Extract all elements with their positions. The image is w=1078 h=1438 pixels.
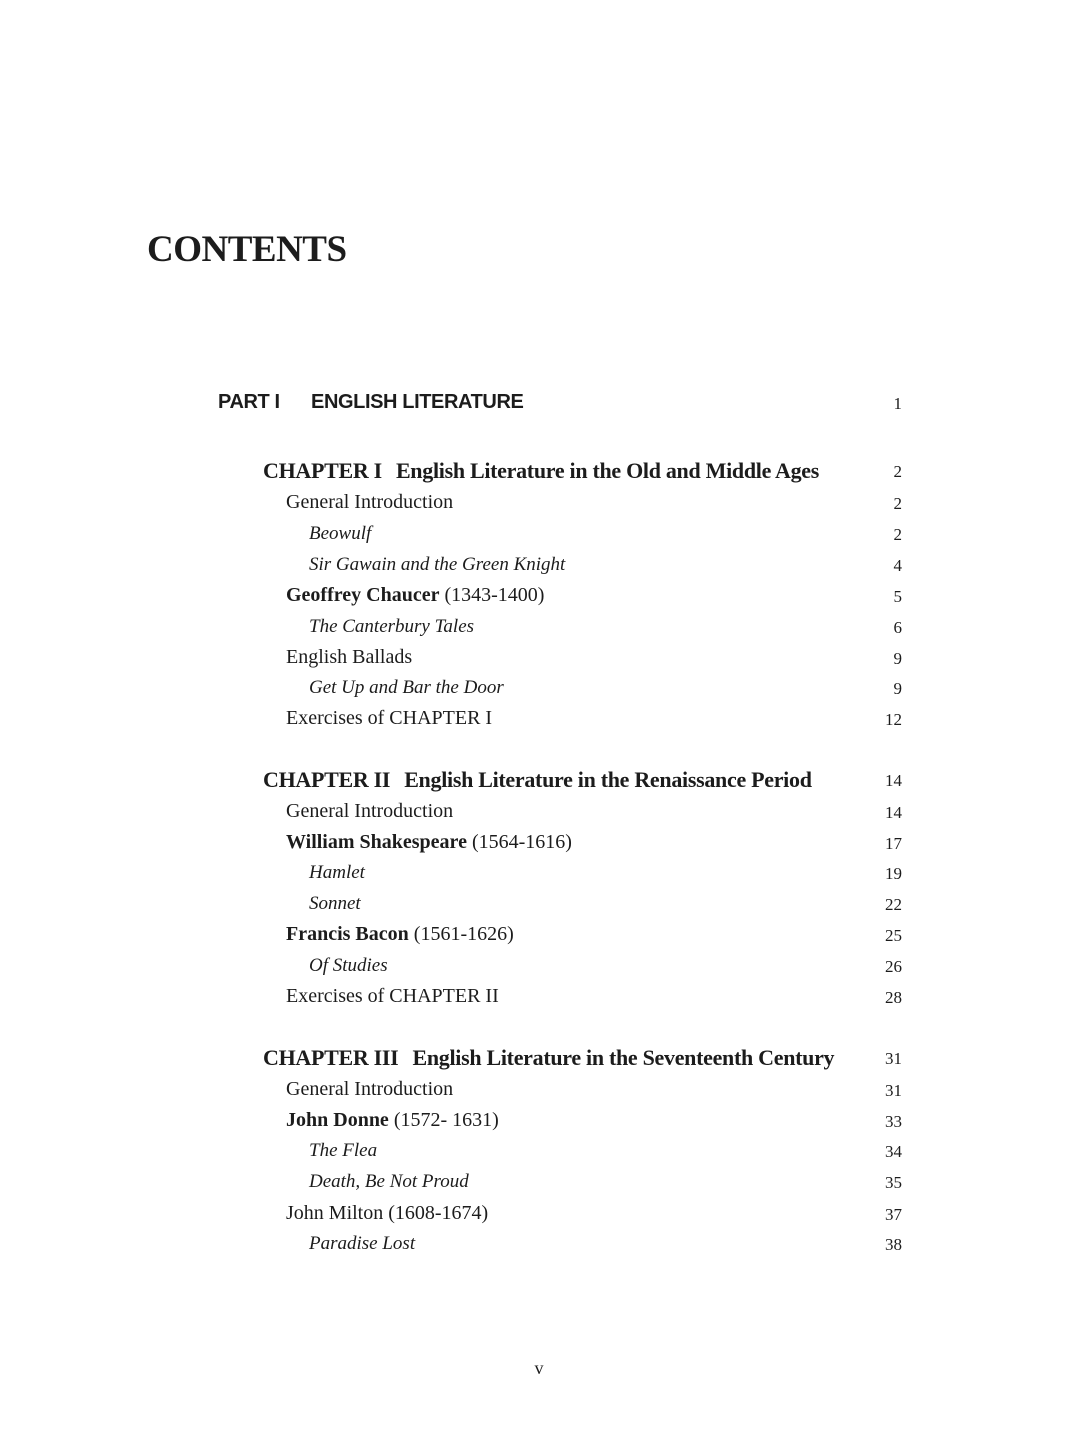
page-number: 34	[885, 1142, 902, 1161]
toc-chapter-entry[interactable]	[0, 767, 1078, 795]
toc-entry[interactable]	[0, 1202, 1078, 1230]
toc-author-entry[interactable]	[0, 584, 1078, 612]
toc-author-entry[interactable]	[0, 1109, 1078, 1137]
chapter-title: English Literature in the Seventeenth Century	[412, 1045, 835, 1070]
toc-author-entry[interactable]	[0, 831, 1078, 859]
entry-title: John Milton (1608-1674)	[286, 1202, 489, 1224]
toc-entry[interactable]	[0, 985, 1078, 1013]
page-title: CONTENTS	[147, 229, 347, 270]
page-number: 14	[885, 803, 902, 822]
entry-title: Sonnet	[309, 893, 361, 914]
entry-title: Beowulf	[309, 523, 372, 544]
page-number: 1	[893, 394, 902, 413]
page-number: 2	[893, 494, 902, 513]
entry-title: Get Up and Bar the Door	[309, 677, 504, 698]
page-number: 17	[885, 834, 902, 853]
entry-title: English Ballads	[286, 646, 413, 668]
toc-entry[interactable]	[0, 1140, 1078, 1168]
toc-entry[interactable]	[0, 523, 1078, 551]
toc-entry[interactable]	[0, 1233, 1078, 1261]
chapter-label: CHAPTER III	[263, 1045, 399, 1070]
page-number: 14	[885, 771, 902, 790]
entry-title: General Introduction	[286, 800, 454, 822]
page-number: 28	[885, 988, 902, 1007]
page-number: 5	[893, 587, 902, 606]
entry-title: The Flea	[309, 1140, 378, 1161]
author-name: William Shakespeare	[286, 831, 467, 853]
page-number: 31	[885, 1049, 902, 1068]
entry-title: Of Studies	[309, 955, 388, 976]
page-number: 26	[885, 957, 902, 976]
toc-entry[interactable]	[0, 707, 1078, 735]
author-name: Geoffrey Chaucer	[286, 584, 440, 606]
part-label: PART I	[218, 391, 280, 413]
author-name: Francis Bacon	[286, 923, 409, 945]
page-number: 22	[885, 895, 902, 914]
page-number: 6	[893, 618, 902, 637]
author-dates: (1561-1626)	[413, 923, 514, 945]
page-number: 12	[885, 710, 902, 729]
chapter-label: CHAPTER I	[263, 458, 382, 483]
entry-title: Hamlet	[309, 862, 365, 883]
toc-part-entry[interactable]	[0, 391, 1078, 419]
page-number: 4	[893, 556, 902, 575]
chapter-title: English Literature in the Renaissance Period	[404, 767, 812, 792]
page-number: 2	[893, 462, 902, 481]
toc-entry[interactable]	[0, 893, 1078, 921]
entry-title: Sir Gawain and the Green Knight	[309, 554, 566, 575]
entry-title: The Canterbury Tales	[309, 616, 475, 637]
toc-entry[interactable]	[0, 677, 1078, 705]
entry-title: Exercises of CHAPTER II	[286, 985, 499, 1007]
toc-entry[interactable]	[0, 800, 1078, 828]
entry-title: General Introduction	[286, 491, 454, 513]
page-number: 38	[885, 1235, 902, 1254]
toc-entry[interactable]	[0, 491, 1078, 519]
chapter-title: English Literature in the Old and Middle Ages	[395, 458, 820, 483]
toc-author-entry[interactable]	[0, 923, 1078, 951]
page-number: 2	[893, 525, 902, 544]
entry-title: Paradise Lost	[309, 1233, 416, 1254]
toc-chapter-entry[interactable]	[0, 458, 1078, 486]
author-dates: (1572- 1631)	[393, 1109, 499, 1131]
toc-chapter-entry[interactable]	[0, 1045, 1078, 1073]
toc-entry[interactable]	[0, 1171, 1078, 1199]
page-number: 33	[885, 1112, 902, 1131]
entry-title: Death, Be Not Proud	[309, 1171, 469, 1192]
page-number: 31	[885, 1081, 902, 1100]
page-number: 37	[885, 1205, 902, 1224]
author-name: John Donne	[286, 1109, 389, 1131]
toc-entry[interactable]	[0, 862, 1078, 890]
page-folio: v	[534, 1358, 544, 1378]
entry-title: Exercises of CHAPTER I	[286, 707, 493, 729]
toc-entry[interactable]	[0, 1078, 1078, 1106]
author-dates: (1564-1616)	[471, 831, 572, 853]
page-number: 9	[893, 679, 902, 698]
page-number: 9	[893, 649, 902, 668]
chapter-label: CHAPTER II	[263, 767, 391, 792]
toc-entry[interactable]	[0, 554, 1078, 582]
part-title: ENGLISH LITERATURE	[311, 391, 524, 413]
page-number: 35	[885, 1173, 902, 1192]
toc-entry[interactable]	[0, 646, 1078, 674]
toc-entry[interactable]	[0, 616, 1078, 644]
author-dates: (1343-1400)	[444, 584, 545, 606]
entry-title: General Introduction	[286, 1078, 454, 1100]
page-number: 19	[885, 864, 902, 883]
toc-entry[interactable]	[0, 955, 1078, 983]
page-number: 25	[885, 926, 902, 945]
